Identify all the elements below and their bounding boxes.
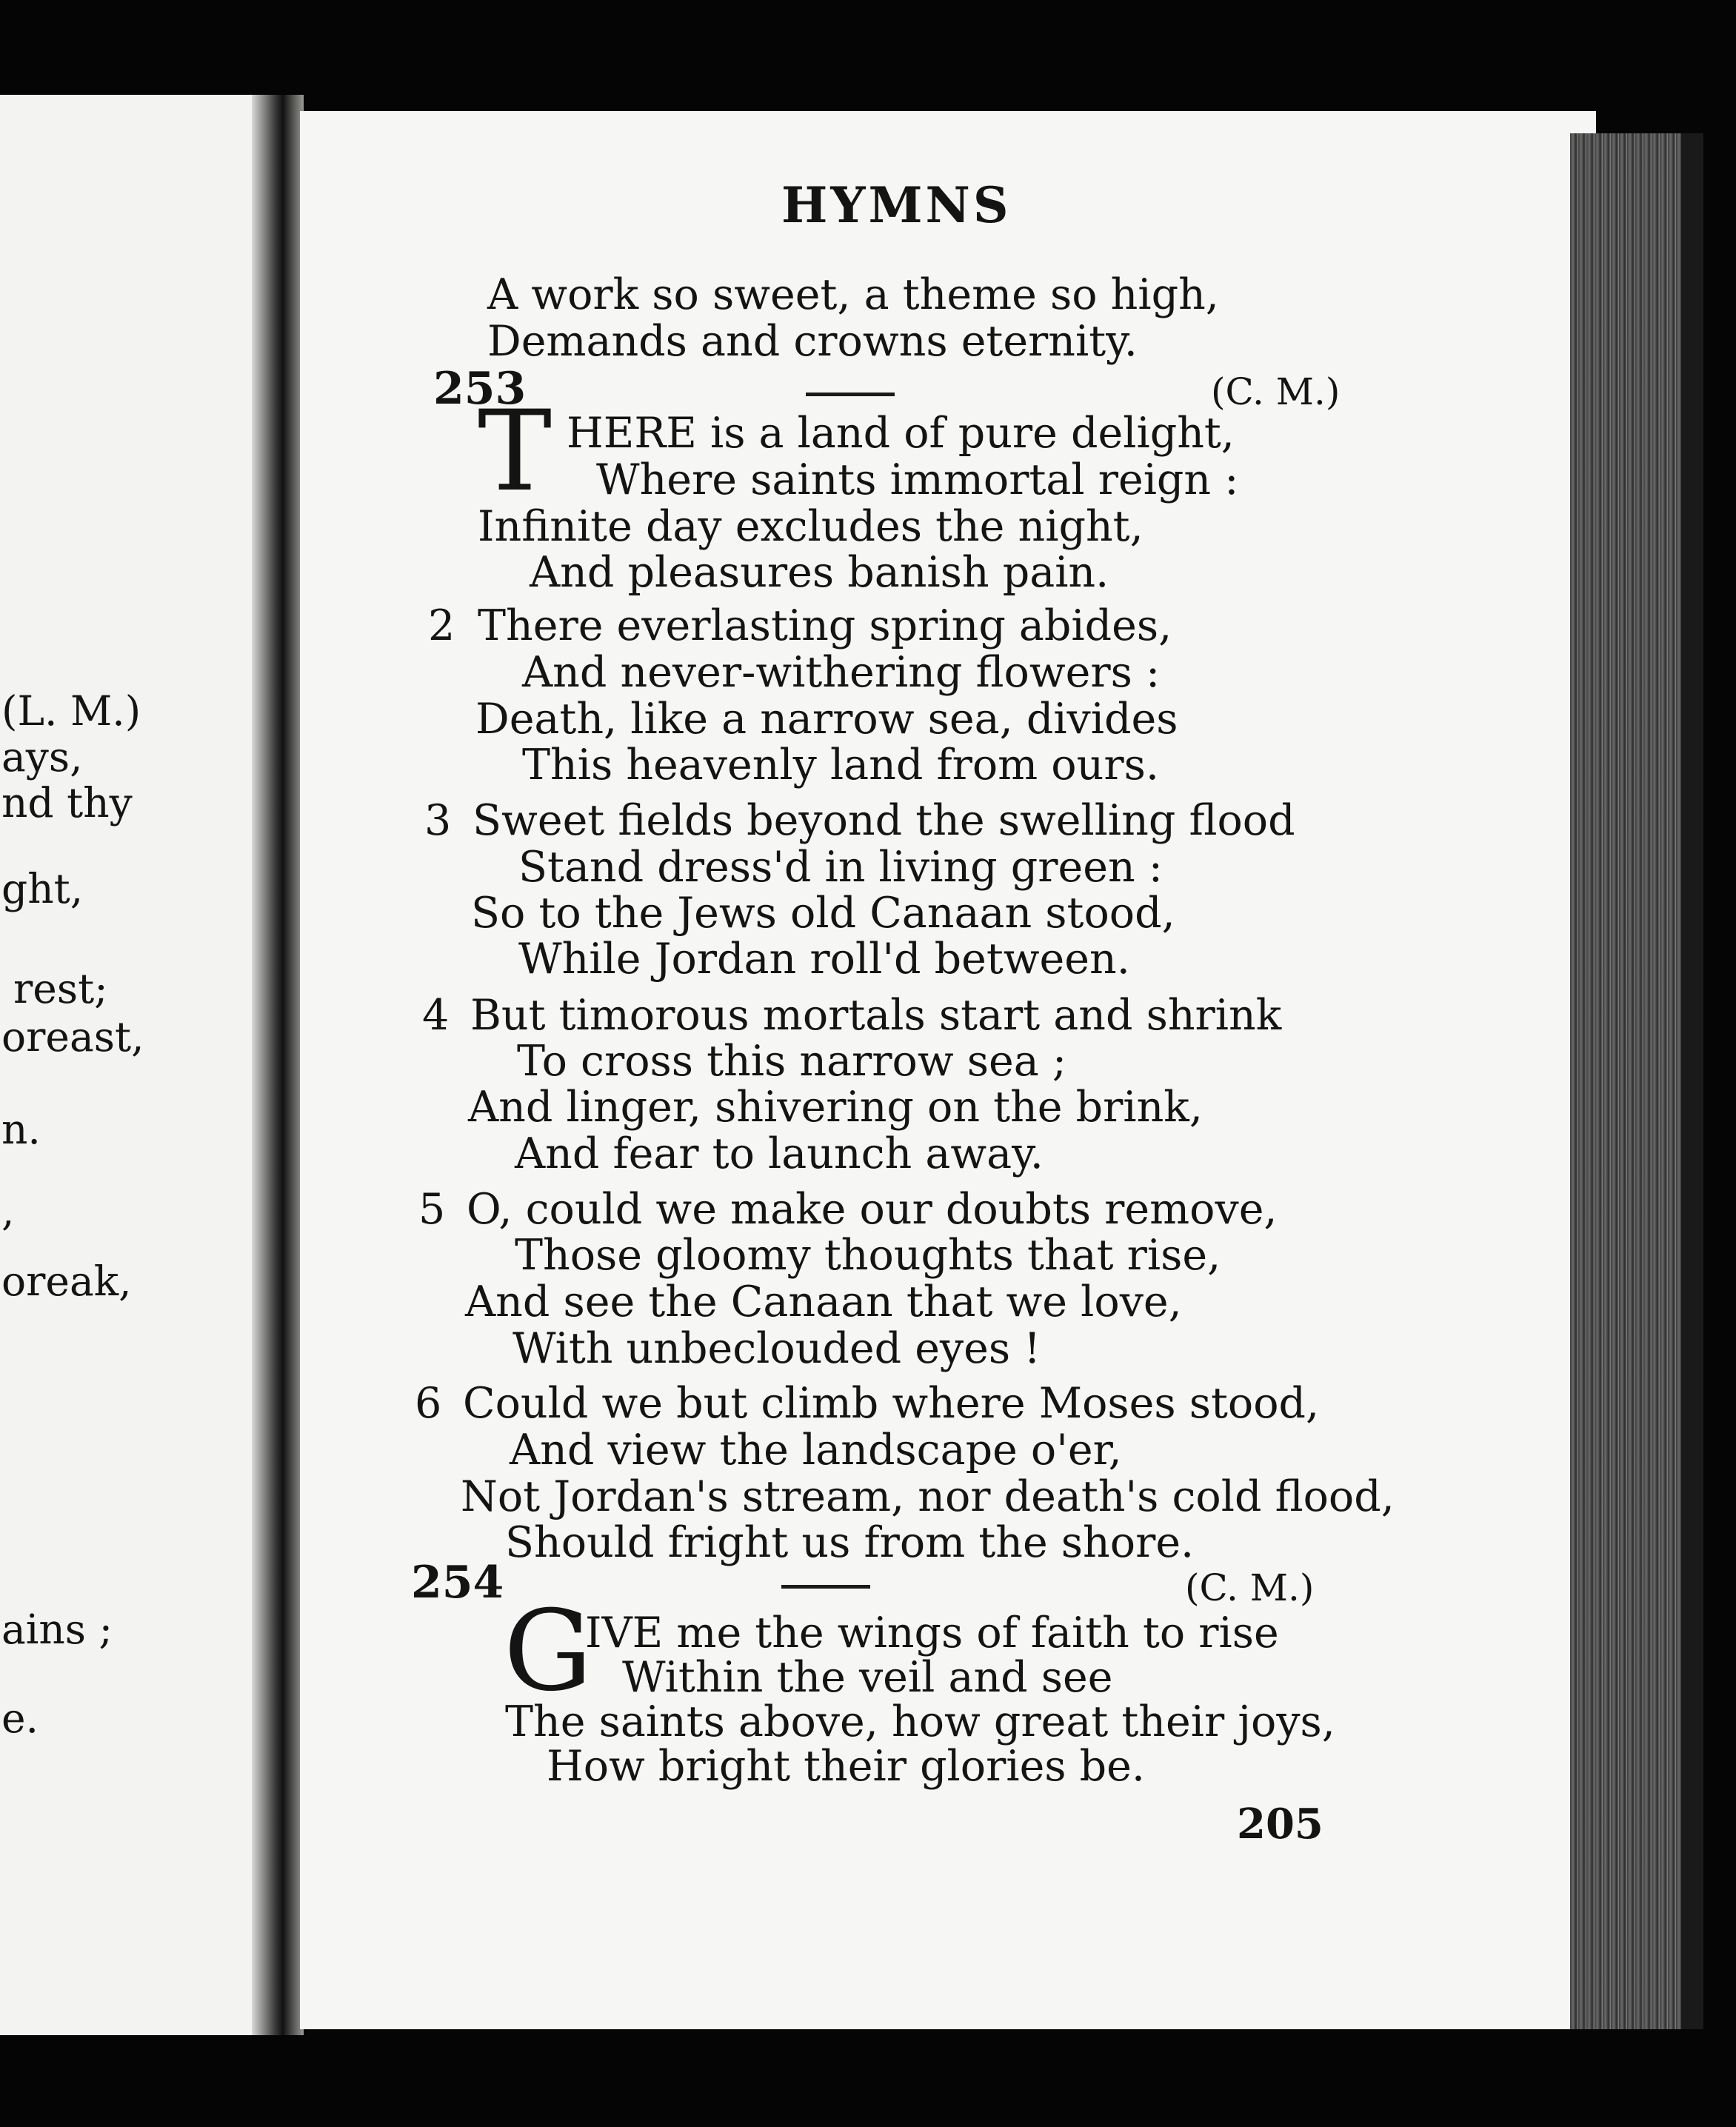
stanza-number: 4: [422, 991, 450, 1040]
verse-line: Should fright us from the shore.: [505, 1518, 1195, 1567]
page-edges: [1570, 133, 1689, 2029]
hymn-number: 254: [411, 1557, 504, 1609]
facing-fragment: ays,: [1, 733, 83, 781]
hymn-number: 253: [433, 363, 527, 415]
verse-line: How bright their glories be.: [547, 1742, 1146, 1791]
verse-line: And fear to launch away.: [515, 1129, 1044, 1178]
running-head: HYMNS: [781, 176, 1012, 234]
verse-line: HERE is a land of pure delight,: [567, 409, 1235, 458]
page-edge-shadow: [1681, 133, 1703, 2029]
drop-cap: G: [504, 1587, 592, 1716]
facing-fragment: (L. M.): [1, 687, 141, 735]
verse-line: Within the veil and see: [622, 1653, 1113, 1702]
verse-line: And see the Canaan that we love,: [465, 1278, 1182, 1326]
hymn-meter: (C. M.): [1185, 1566, 1315, 1609]
facing-fragment: nd thy: [1, 779, 133, 827]
verse-line: To cross this narrow sea ;: [517, 1037, 1067, 1086]
facing-fragment: e.: [1, 1694, 39, 1742]
facing-fragment: n.: [1, 1106, 41, 1153]
stanza-number: 3: [424, 796, 452, 845]
verse-line: Sweet fields beyond the swelling flood: [473, 796, 1295, 845]
book-gutter: [252, 95, 304, 2035]
verse-line: Infinite day excludes the night,: [478, 502, 1144, 551]
hymn-divider: [806, 393, 895, 396]
verse-line: So to the Jews old Canaan stood,: [471, 889, 1175, 938]
facing-fragment: ,: [1, 1187, 15, 1235]
verse-line: A work so sweet, a theme so high,: [487, 270, 1219, 319]
verse-line: There everlasting spring abides,: [478, 601, 1172, 650]
verse-line: Where saints immortal reign :: [596, 455, 1239, 504]
stanza-number: 5: [418, 1185, 446, 1234]
facing-fragment: oreak,: [1, 1258, 132, 1305]
verse-line: While Jordan roll'd between.: [518, 935, 1130, 984]
verse-line: And linger, shivering on the brink,: [468, 1083, 1203, 1132]
verse-line: O, could we make our doubts remove,: [467, 1185, 1278, 1234]
hymn-divider: [781, 1585, 870, 1589]
verse-line: IVE me the wings of faith to rise: [585, 1609, 1279, 1657]
facing-fragment: rest;: [13, 965, 108, 1012]
verse-line: With unbeclouded eyes !: [513, 1324, 1041, 1373]
facing-fragment: oreast,: [1, 1013, 144, 1061]
verse-line: This heavenly land from ours.: [522, 741, 1159, 789]
verse-line: Demands and crowns eternity.: [487, 317, 1138, 366]
stanza-number: 2: [428, 601, 455, 650]
facing-fragment: ght,: [1, 865, 84, 912]
facing-page: [0, 95, 293, 2035]
verse-line: Not Jordan's stream, nor death's cold flood,: [461, 1472, 1395, 1521]
verse-line: Those gloomy thoughts that rise,: [515, 1231, 1221, 1280]
verse-line: And never-withering flowers :: [522, 648, 1161, 697]
verse-line: But timorous mortals start and shrink: [470, 991, 1282, 1040]
page-number: 205: [1237, 1800, 1323, 1849]
verse-line: And view the landscape o'er,: [510, 1426, 1122, 1475]
hymn-meter: (C. M.): [1211, 370, 1341, 413]
verse-line: Stand dress'd in living green :: [518, 843, 1164, 892]
drop-cap: T: [478, 387, 552, 516]
facing-fragment: ains ;: [1, 1606, 113, 1653]
verse-line: The saints above, how great their joys,: [505, 1697, 1335, 1746]
verse-line: And pleasures banish pain.: [530, 548, 1109, 597]
verse-line: Death, like a narrow sea, divides: [475, 695, 1178, 744]
verse-line: Could we but climb where Moses stood,: [463, 1379, 1320, 1428]
stanza-number: 6: [415, 1379, 442, 1428]
